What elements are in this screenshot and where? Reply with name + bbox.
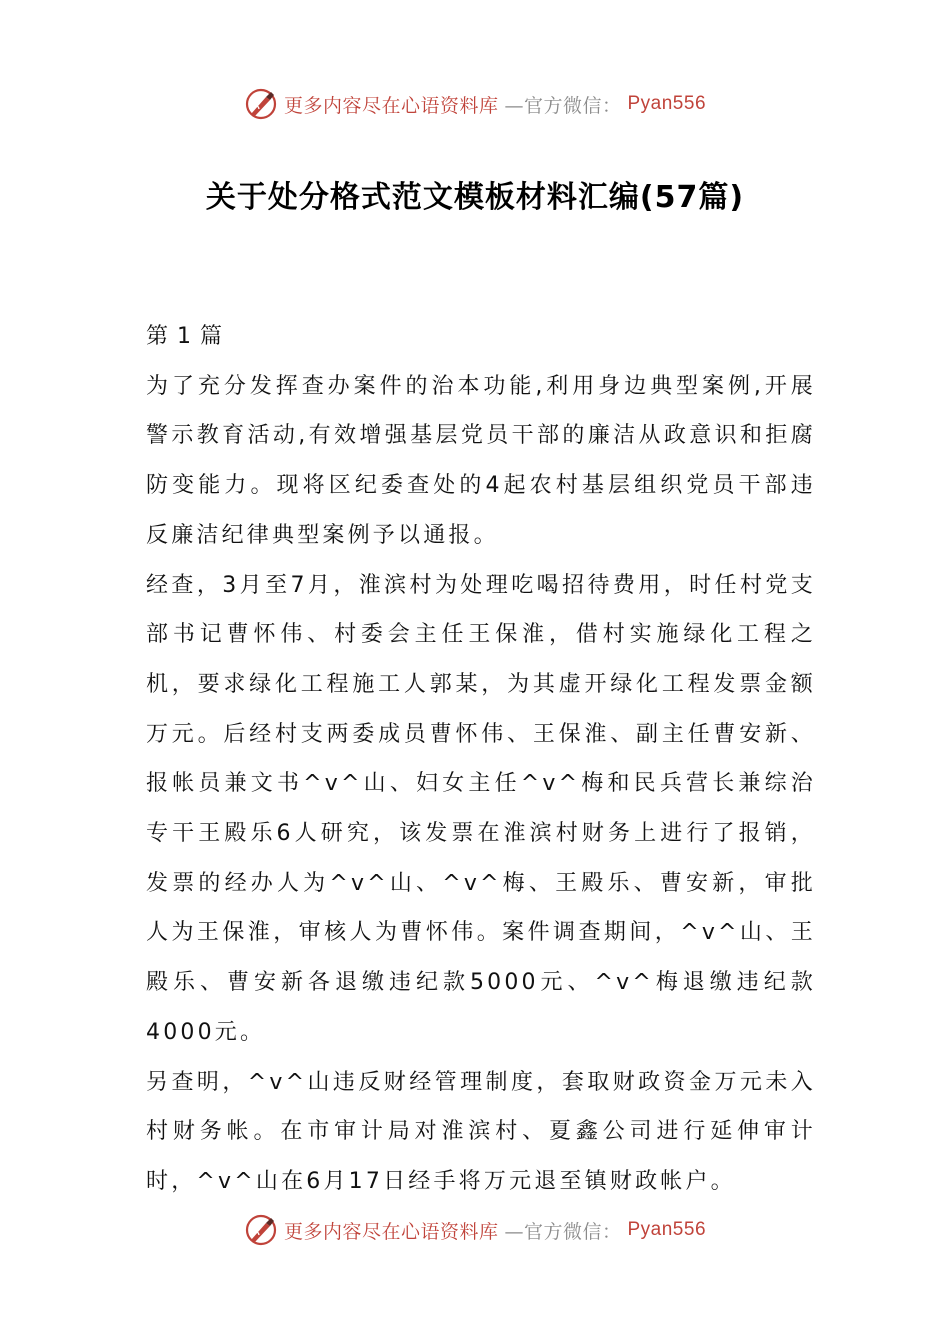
- document-body: [146, 312, 816, 1207]
- paragraph-findings: 经查，3月至7月，淮滨村为处理吃喝招待费用，时任村党支部书记曹怀伟、村委会主任王保淮，借村实施绿化工程之机，要求绿化工程施工人郭某，为其虚开绿化工程发票金额万元。后经村支两委成员曹怀伟、王保淮、副主任曹安新、报帐员兼文书^v^山、妇女主任^v^梅和民兵营长兼综治专干王殿乐6人研究，该发票在淮滨村财务上进行了报销，发票的经办人为^v^山、^v^梅、王殿乐、曹安新，审批人为王保淮，审核人为曹怀伟。案件调查期间，^v^山、王殿乐、曹安新各退缴违纪款5000元、^v^梅退缴违纪款4000元。: [146, 572, 816, 1045]
- section-label: 第 1 篇: [146, 324, 223, 349]
- banner-wechat-label: —官方微信：: [504, 1220, 622, 1243]
- paragraph-additional: 另查明，^v^山违反财经管理制度，套取财政资金万元未入村财务帐。在市审计局对淮滨村、夏鑫公司进行延伸审计时，^v^山在6月17日经手将万元退至镇财政帐户。: [146, 1069, 816, 1194]
- header-banner: [0, 84, 950, 124]
- pen-circle-logo-icon: [244, 1213, 278, 1247]
- banner-wechat-id: Pyan556: [627, 1219, 707, 1240]
- banner-wechat-label: —官方微信：: [504, 94, 622, 117]
- banner-wechat-id: Pyan556: [627, 93, 707, 114]
- banner-site-name: 更多内容尽在心语资料库: [283, 94, 499, 117]
- document-title: 关于处分格式范文模板材料汇编(57篇): [205, 180, 745, 215]
- banner-site-name: 更多内容尽在心语资料库: [283, 1220, 499, 1243]
- paragraph-intro: 为了充分发挥查办案件的治本功能,利用身边典型案例,开展警示教育活动,有效增强基层党员干部的廉洁从政意识和拒腐防变能力。现将区纪委查处的4起农村基层组织党员干部违反廉洁纪律典型案例予以通报。: [146, 373, 816, 548]
- footer-banner: [0, 1210, 950, 1250]
- pen-circle-logo-icon: [244, 87, 278, 121]
